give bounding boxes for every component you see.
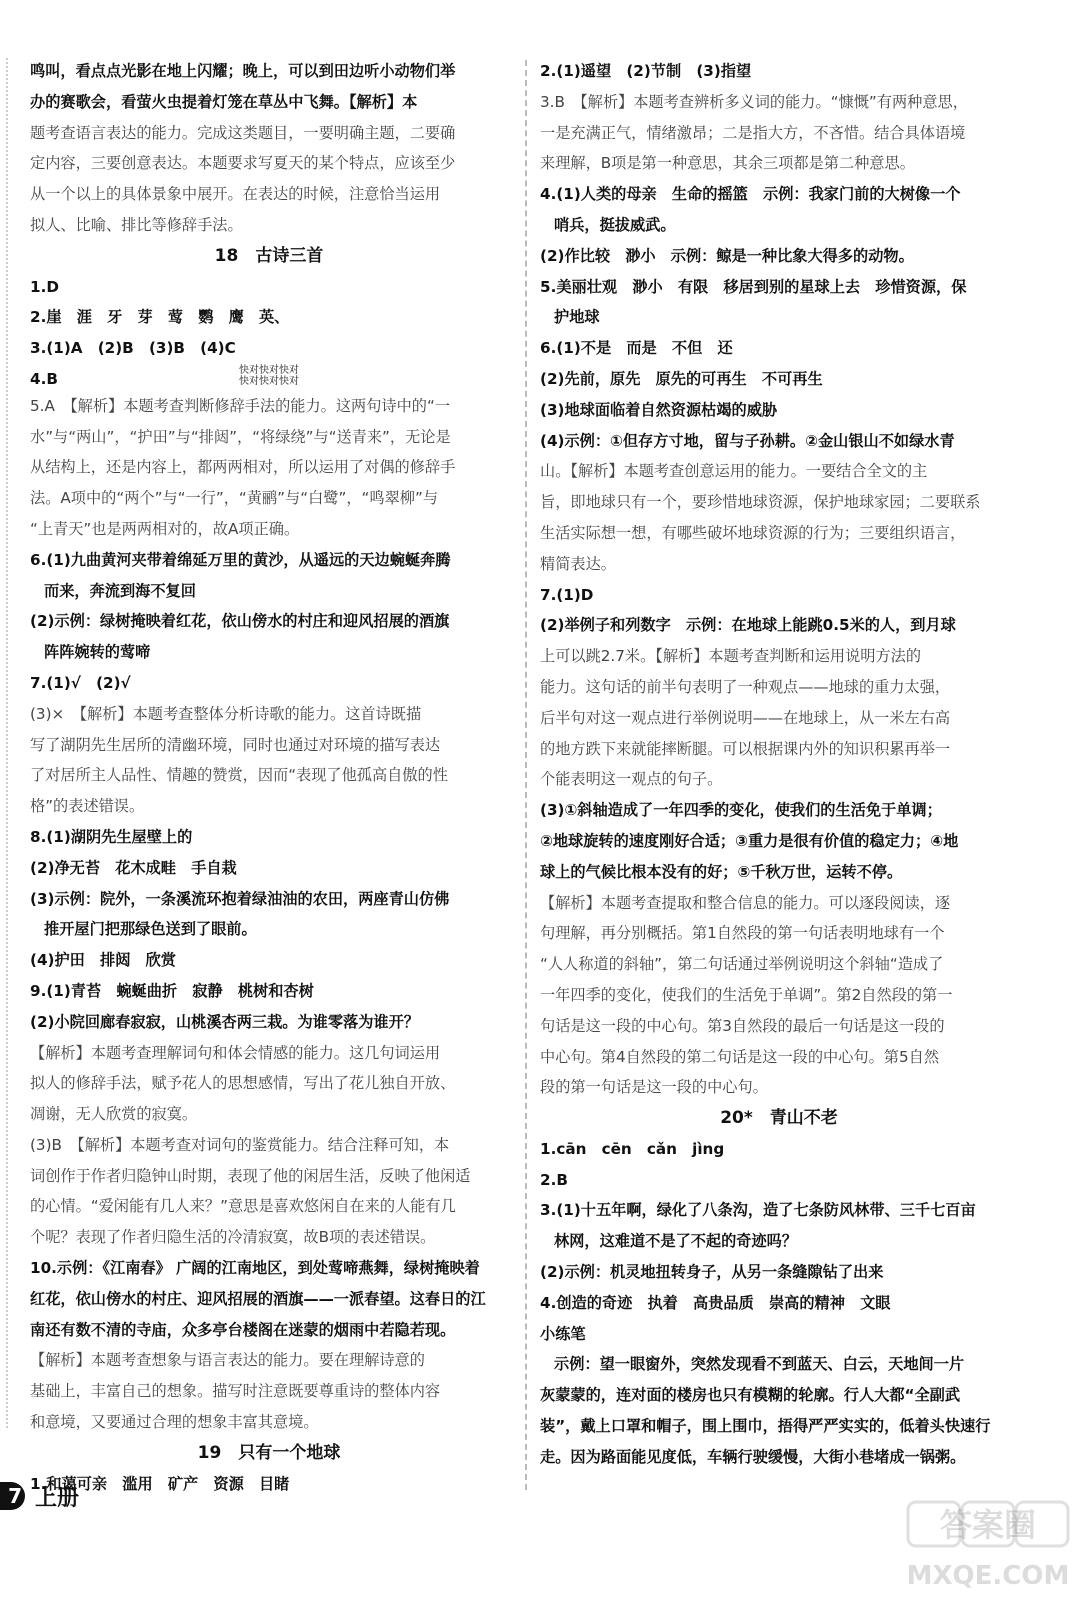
watermark-logo [904, 1498, 1072, 1594]
answer-line: 句理解，再分别概括。第1自然段的第一句话表明地球有一个 [540, 924, 945, 943]
answer-line: 10.示例：《江南春》 广阔的江南地区，到处莺啼燕舞，绿树掩映着 [30, 1259, 480, 1278]
answer-line: 题考查语言表达的能力。完成这类题目，一要明确主题，二要确 [30, 123, 456, 142]
answer-line: (3)①斜轴造成了一年四季的变化，使我们的生活免于单调； [540, 801, 942, 820]
binding-margin-line [6, 58, 8, 1428]
answer-line: 1.cān cēn cǎn jìng [540, 1139, 725, 1158]
answer-line: (2)示例：机灵地扭转身子，从另一条缝隙钻了出来 [540, 1263, 884, 1282]
answer-line: (3)地球面临着自然资源枯竭的威胁 [540, 400, 778, 419]
answer-line: “人人称道的斜轴”，第二句话通过举例说明这个斜轴“造成了 [540, 955, 944, 974]
answer-line: 7.(1)D [540, 585, 594, 604]
answer-line: (3)B 【解析】本题考查对词句的鉴赏能力。结合注释可知，本 [30, 1135, 450, 1154]
answer-line: (2)小院回廊春寂寂，山桃溪杏两三栽。为谁零落为谁开？ [30, 1012, 419, 1031]
answer-line: 5.A 【解析】本题考查判断修辞手法的能力。这两句诗中的“一 [30, 396, 451, 415]
answer-line: 拟人的修辞手法，赋予花人的思想感情，写出了花儿独自开放、 [30, 1074, 456, 1093]
answer-line: 【解析】本题考查提取和整合信息的能力。可以逐段阅读，逐 [540, 893, 951, 912]
answer-line: 哨兵，挺拔威武。 [554, 215, 676, 234]
answer-line: (2)作比较 渺小 示例：鲸是一种比象大得多的动物。 [540, 246, 914, 265]
answer-line: 小练笔 [540, 1324, 586, 1343]
answer-line: 来理解，B项是第一种意思，其余三项都是第二种意思。 [540, 154, 915, 173]
answer-line: 上可以跳2.7米。【解析】本题考查判断和运用说明方法的 [540, 647, 922, 666]
answer-line: (2)举例子和列数字 示例：在地球上能跳0.5米的人，到月球 [540, 616, 956, 635]
answer-line: 写了湖阴先生居所的清幽环境，同时也通过对环境的描写表达 [30, 735, 441, 754]
answer-line: 走。因为路面能见度低，车辆行驶缓慢，大街小巷堵成一锅粥。 [540, 1447, 966, 1466]
answer-line: 推开屋门把那绿色送到了眼前。 [44, 920, 257, 939]
answer-line: 2.(1)遥望 (2)节制 (3)指望 [540, 62, 752, 80]
answer-line: 4.(1)人类的母亲 生命的摇篮 示例：我家门前的大树像一个 [540, 185, 961, 204]
answer-line: 一是充满正气，情绪激昂；二是指大方，不吝惜。结合具体语境 [540, 123, 966, 142]
answer-line: 格”的表述错误。 [30, 797, 145, 816]
answer-line: 6.(1)九曲黄河夹带着绵延万里的黄沙，从遥远的天边蜿蜒奔腾 [30, 550, 451, 569]
answer-line: 和意境，又要通过合理的想象丰富其意境。 [30, 1413, 319, 1432]
answer-line: 的地方跌下来就能摔断腿。可以根据课内外的知识积累再举一 [540, 739, 951, 758]
answer-line: 中心句。第4自然段的第二句话是这一段的中心句。第5自然 [540, 1047, 940, 1066]
answer-line: 【解析】本题考查想象与语言表达的能力。要在理解诗意的 [30, 1351, 425, 1370]
answer-line: 球上的气候比根本没有的好；⑤千秋万世，运转不停。 [540, 862, 903, 881]
answer-line: (4)示例：①但存方寸地，留与子孙耕。②金山银山不如绿水青 [540, 431, 955, 450]
answer-line: 鸣叫，看点点光影在地上闪耀；晚上，可以到田边听小动物们举 [30, 62, 456, 80]
answer-line: 2.崖 涯 牙 芽 莺 鹦 鹰 英、 [30, 308, 290, 327]
watermark-small-text: 快对快对快对 快对快对快对 [239, 364, 299, 387]
answer-line: (2)先前，原先 原先的可再生 不可再生 [540, 369, 823, 388]
answer-line: 阵阵婉转的莺啼 [44, 643, 151, 662]
answer-line: 4.B [30, 369, 58, 388]
watermark-text-cn: 答案圈 [939, 1506, 1037, 1544]
answer-line: 了对居所主人品性、情趣的赞赏，因而“表现了他孤高自傲的性 [30, 766, 448, 785]
answer-line: 段的第一句话是这一段的中心句。 [540, 1078, 768, 1097]
answer-line: 办的赛歌会，看萤火虫提着灯笼在草丛中飞舞。【解析】本 [30, 92, 418, 111]
answer-line: 8.(1)湖阴先生屋壁上的 [30, 827, 193, 846]
answer-line: 从一个以上的具体景象中展开。在表达的时候，注意恰当运用 [30, 185, 441, 204]
answer-line: 示例：望一眼窗外，突然发现看不到蓝天、白云，天地间一片 [554, 1355, 965, 1374]
section-heading: 18 古诗三首 [214, 245, 324, 266]
answer-line: 定内容，三要创意表达。本题要求写夏天的某个特点，应该至少 [30, 154, 456, 173]
answer-line: 个呢？表现了作者归隐生活的冷清寂寞，故B项的表述错误。 [30, 1228, 436, 1247]
answer-line: 1.D [30, 277, 59, 296]
answer-line: 装”，戴上口罩和帽子，围上围巾，捂得严严实实的，低着头快速行 [540, 1417, 991, 1436]
answer-line: 5.美丽壮观 渺小 有限 移居到别的星球上去 珍惜资源，保 [540, 277, 967, 296]
page-footer [0, 1478, 79, 1514]
answer-line: 灰蒙蒙的，连对面的楼房也只有模糊的轮廓。行人大都“全副武 [540, 1386, 961, 1405]
watermark-text-url: MXQE.COM [906, 1561, 1070, 1591]
answer-line: 凋谢，无人欣赏的寂寞。 [30, 1105, 198, 1124]
answer-line: 3.(1)十五年啊，绿化了八条沟，造了七条防风林带、三千七百亩 [540, 1201, 976, 1220]
answer-line: 基础上，丰富自己的想象。描写时注意既要尊重诗的整体内容 [30, 1382, 441, 1401]
answer-line: 后半句对这一观点进行举例说明——在地球上，从一米左右高 [540, 708, 951, 727]
answer-line: 句话是这一段的中心句。第3自然段的最后一句话是这一段的 [540, 1016, 945, 1035]
section-heading: 19 只有一个地球 [197, 1442, 341, 1463]
answer-line: 拟人、比喻、排比等修辞手法。 [30, 215, 243, 234]
answer-line: 一年四季的变化，使我们的生活免于单调”。第2自然段的第一 [540, 985, 953, 1004]
answer-line: 的心情。“爱闲能有几人来？”意思是喜欢悠闲自在来的人能有几 [30, 1197, 456, 1216]
answer-line: 精简表达。 [540, 554, 616, 573]
answer-line: 6.(1)不是 而是 不但 还 [540, 339, 733, 358]
answer-line: 旨，即地球只有一个，要珍惜地球资源，保护地球家园；二要联系 [540, 493, 981, 512]
answer-line: 词创作于作者归隐钟山时期，表现了他的闲居生活，反映了他闲适 [30, 1166, 471, 1185]
answer-line: 水”与“两山”，“护田”与“排闼”，“将绿绕”与“送青来”，无论是 [30, 427, 451, 446]
volume-label: 上册 [35, 1485, 80, 1511]
answer-line: “上青天”也是两两相对的，故A项正确。 [30, 519, 300, 538]
answer-line: 2.B [540, 1170, 568, 1189]
answer-line: 护地球 [554, 308, 600, 327]
answer-line: 3.B 【解析】本题考查辨析多义词的能力。“慷慨”有两种意思， [540, 92, 968, 111]
answer-line: 1.和蔼可亲 滥用 矿产 资源 目睹 [30, 1474, 290, 1493]
answer-line: 林网，这难道不是了不起的奇迹吗？ [554, 1232, 797, 1251]
left-column [30, 56, 508, 1499]
answer-line: 生活实际想一想，有哪些破坏地球资源的行为；三要组织语言， [540, 523, 966, 542]
page-number: 7 [0, 1482, 25, 1510]
answer-line: 9.(1)青苔 蜿蜒曲折 寂静 桃树和杏树 [30, 981, 314, 1000]
answer-line: (4)护田 排闼 欣赏 [30, 951, 176, 970]
answer-line: (2)净无苔 花木成畦 手自栽 [30, 858, 237, 877]
answer-line: (3)× 【解析】本题考查整体分析诗歌的能力。这首诗既描 [30, 704, 422, 723]
answer-line: 法。A项中的“两个”与“一行”，“黄鹂”与“白鹭”，“鸣翠柳”与 [30, 489, 439, 508]
answer-line: 而来，奔流到海不复回 [44, 581, 196, 600]
section-heading: 20* 青山不老 [720, 1108, 838, 1129]
answer-line: 山。【解析】本题考查创意运用的能力。一要结合全文的主 [540, 462, 928, 481]
right-column [540, 56, 1018, 1473]
answer-line: (2)示例：绿树掩映着红花，依山傍水的村庄和迎风招展的酒旗 [30, 612, 450, 631]
answer-line: 【解析】本题考查理解词句和体会情感的能力。这几句词运用 [30, 1043, 441, 1062]
column-divider [525, 60, 527, 1490]
answer-line: 从结构上，还是内容上，都两两相对，所以运用了对偶的修辞手 [30, 458, 456, 477]
answer-line: 4.创造的奇迹 执着 高贵品质 崇高的精神 文眼 [540, 1293, 891, 1312]
answer-line: 7.(1)√ (2)√ [30, 673, 131, 692]
answer-line: 3.(1)A (2)B (3)B (4)C [30, 339, 236, 358]
answer-line: 红花，依山傍水的村庄、迎风招展的酒旗——一派春望。这春日的江 [30, 1289, 486, 1308]
answer-line: ②地球旋转的速度刚好合适；③重力是很有价值的稳定力；④地 [540, 831, 959, 850]
answer-line: 南还有数不清的寺庙，众多亭台楼阁在迷蒙的烟雨中若隐若现。 [30, 1320, 456, 1339]
answer-line: 能力。这句话的前半句表明了一种观点——地球的重力太强， [540, 677, 951, 696]
answer-line: 个能表明这一观点的句子。 [540, 770, 723, 789]
answer-line: (3)示例：院外，一条溪流环抱着绿油油的农田，两座青山仿佛 [30, 889, 450, 908]
